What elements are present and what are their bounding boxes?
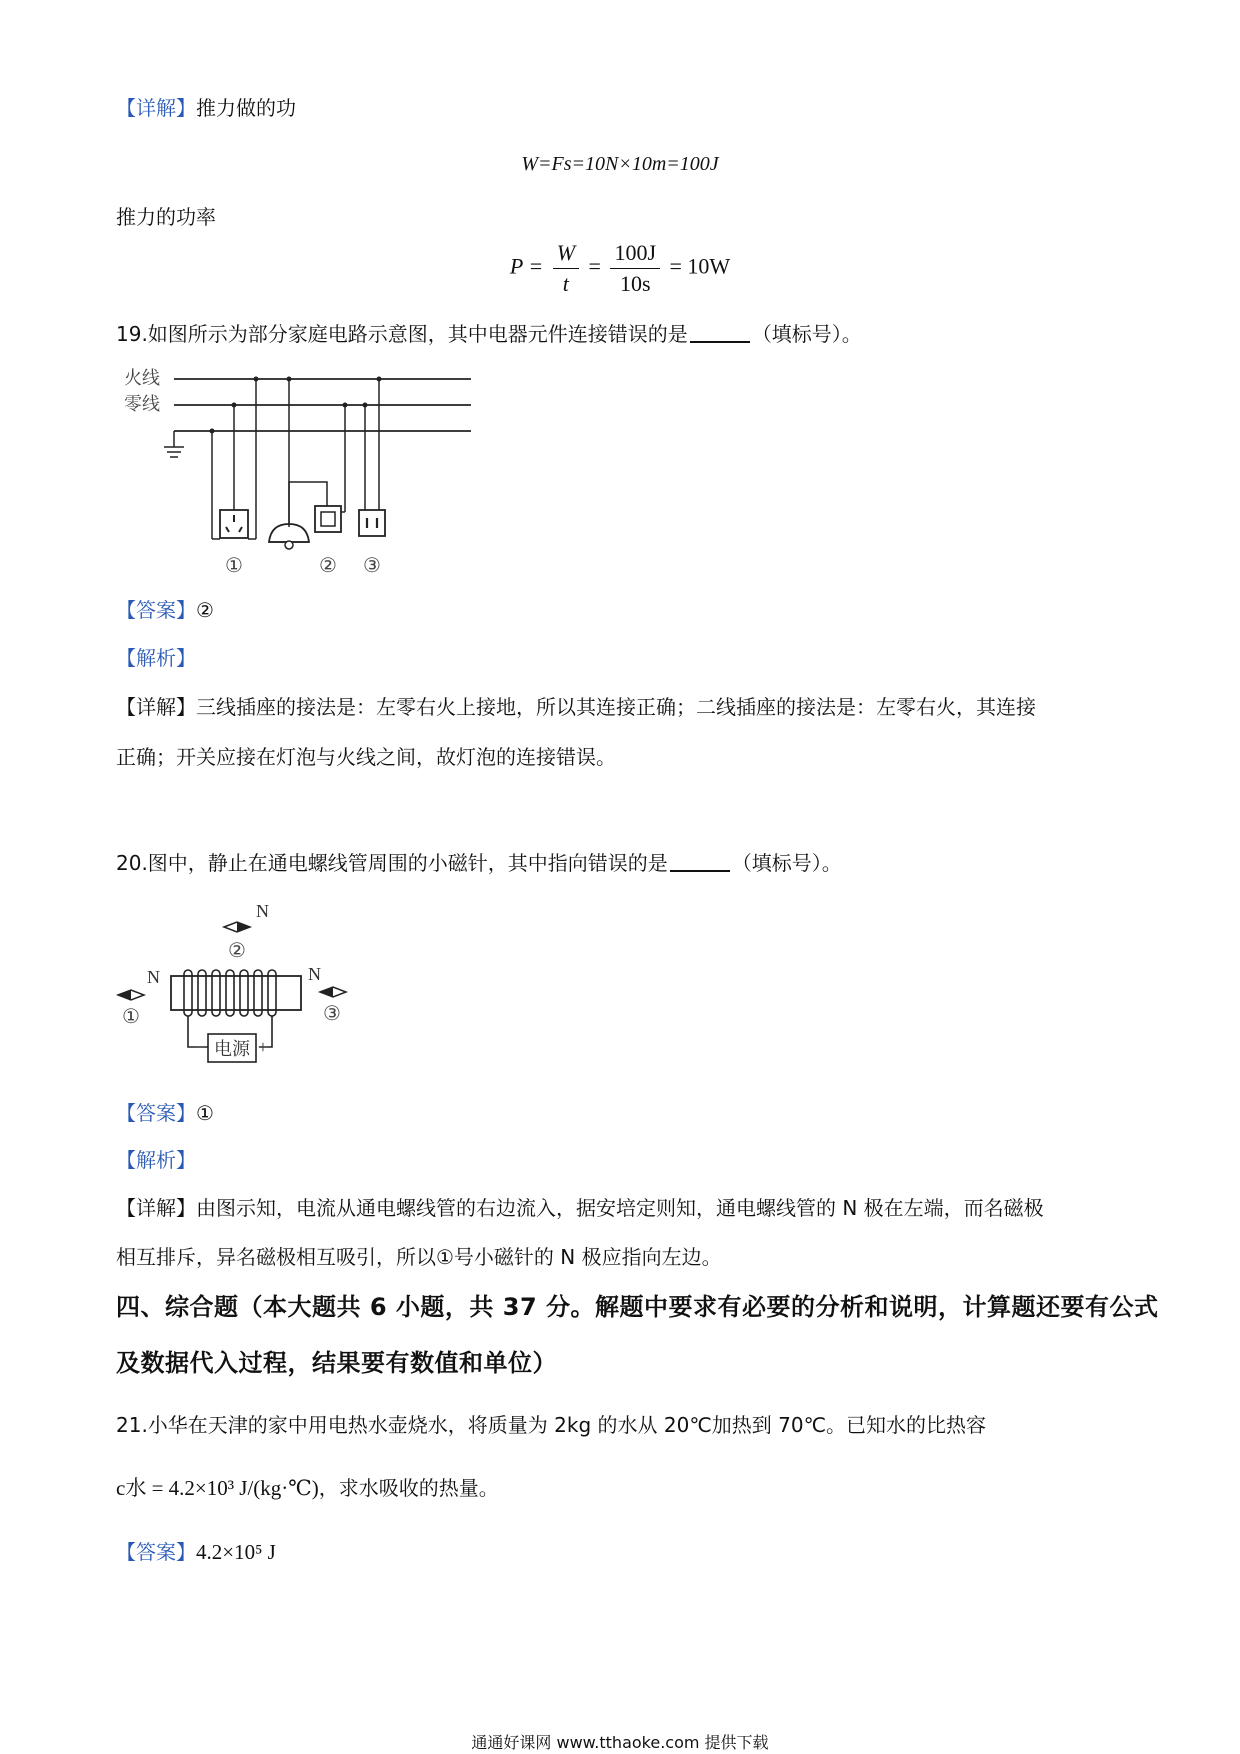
detail-text: 三线插座的接法是：左零右火上接地，所以其连接正确；二线插座的接法是：左零右火，其连接 [196, 695, 1036, 719]
formula-power [0, 240, 1240, 297]
label-3: ③ [323, 1003, 341, 1025]
fraction-denominator: t [562, 271, 569, 296]
q19-detail-line1 [116, 692, 1036, 722]
ground-icon [164, 431, 184, 457]
q20-detail-line1 [116, 1193, 1044, 1223]
answer-tag: 【答案】 [116, 598, 196, 622]
specific-heat-formula: c水 = 4.2×10³ J/(kg·℃) [116, 1476, 319, 1500]
section-heading-line1: 四、综合题（本大题共 6 小题，共 37 分。解题中要求有必要的分析和说明，计算题还要有公式 [116, 1293, 1159, 1321]
detail-tag: 【详解】 [116, 96, 196, 120]
q19-question [116, 319, 862, 349]
compass-needle-3 [320, 987, 346, 997]
q20-answer [116, 1098, 214, 1128]
q19-answer [116, 595, 214, 625]
label-2: ② [228, 940, 246, 962]
q19-detail-line2: 正确；开关应接在灯泡与火线之间，故灯泡的连接错误。 [116, 745, 616, 769]
label-1: ① [122, 1006, 140, 1028]
fraction-w-over-t [553, 240, 579, 297]
fraction-values [610, 240, 660, 297]
label-3: ③ [363, 555, 381, 577]
question-text: 19.如图所示为部分家庭电路示意图，其中电器元件连接错误的是 [116, 322, 688, 346]
formula-lhs: P = [509, 253, 544, 279]
detail-tag: 【详解】 [116, 695, 196, 719]
section-heading-line2: 及数据代入过程，结果要有数值和单位） [116, 1349, 557, 1377]
fraction-denominator: 10s [619, 271, 651, 296]
live-wire-label: 火线 [124, 368, 160, 388]
q20-detail-line2: 相互排斥，异名磁极相互吸引，所以①号小磁针的 N 极应指向左边。 [116, 1245, 722, 1269]
q18-detail [116, 93, 296, 123]
household-circuit-diagram [116, 362, 476, 577]
power-source-label: 电源 [214, 1039, 250, 1059]
answer-value: ② [196, 598, 214, 622]
label-2: ② [319, 555, 337, 577]
power-label: 推力的功率 [116, 205, 216, 229]
neutral-wire-label: 零线 [124, 394, 160, 414]
detail-tag: 【详解】 [116, 1196, 196, 1220]
q21-answer [116, 1537, 276, 1567]
answer-blank [670, 848, 730, 872]
q20-analysis-tag: 【解析】 [116, 1148, 196, 1172]
fraction-numerator: 100J [610, 240, 660, 269]
question-suffix: （填标号）。 [731, 851, 842, 875]
detail-text: 由图示知，电流从通电螺线管的右边流入，据安培定则知，通电螺线管的 N 极在左端，而名磁极 [196, 1196, 1044, 1220]
q21-question-line1: 21.小华在天津的家中用电热水壶烧水，将质量为 2kg 的水从 20℃加热到 70℃。已知水的比热容 [116, 1413, 987, 1437]
answer-value: 4.2×10⁵ J [196, 1540, 276, 1564]
answer-value: ① [196, 1101, 214, 1125]
n-label-1: N [147, 967, 160, 987]
q21-question-line2 [116, 1473, 499, 1503]
n-label-2: N [256, 901, 269, 921]
question-text: 20.图中，静止在通电螺线管周围的小磁针，其中指向错误的是 [116, 851, 668, 875]
q19-analysis-tag: 【解析】 [116, 646, 196, 670]
three-pin-socket [210, 377, 259, 540]
page-footer: 通通好课网 www.tthaoke.com 提供下载 [471, 1733, 769, 1752]
formula-work: W=Fs=10N×10m=100J [521, 153, 719, 175]
plus-sign: + [257, 1037, 269, 1057]
n-label-3: N [308, 964, 321, 984]
q20-question [116, 848, 842, 878]
two-pin-socket [359, 377, 385, 537]
formula-rhs: = 10W [669, 253, 731, 279]
compass-needle-2 [224, 922, 250, 932]
answer-tag: 【答案】 [116, 1101, 196, 1125]
label-1: ① [225, 555, 243, 577]
detail-text: 推力做的功 [196, 96, 296, 120]
answer-blank [690, 319, 750, 343]
lamp-with-switch [269, 377, 348, 550]
question-suffix: ，求水吸收的热量。 [318, 1476, 499, 1500]
fraction-numerator: W [553, 240, 579, 269]
question-suffix: （填标号）。 [751, 322, 862, 346]
compass-needle-1 [118, 990, 144, 1000]
solenoid-diagram [116, 895, 396, 1080]
minus-sign: − [194, 1037, 206, 1057]
answer-tag: 【答案】 [116, 1540, 196, 1564]
formula-eq: = [588, 253, 601, 279]
